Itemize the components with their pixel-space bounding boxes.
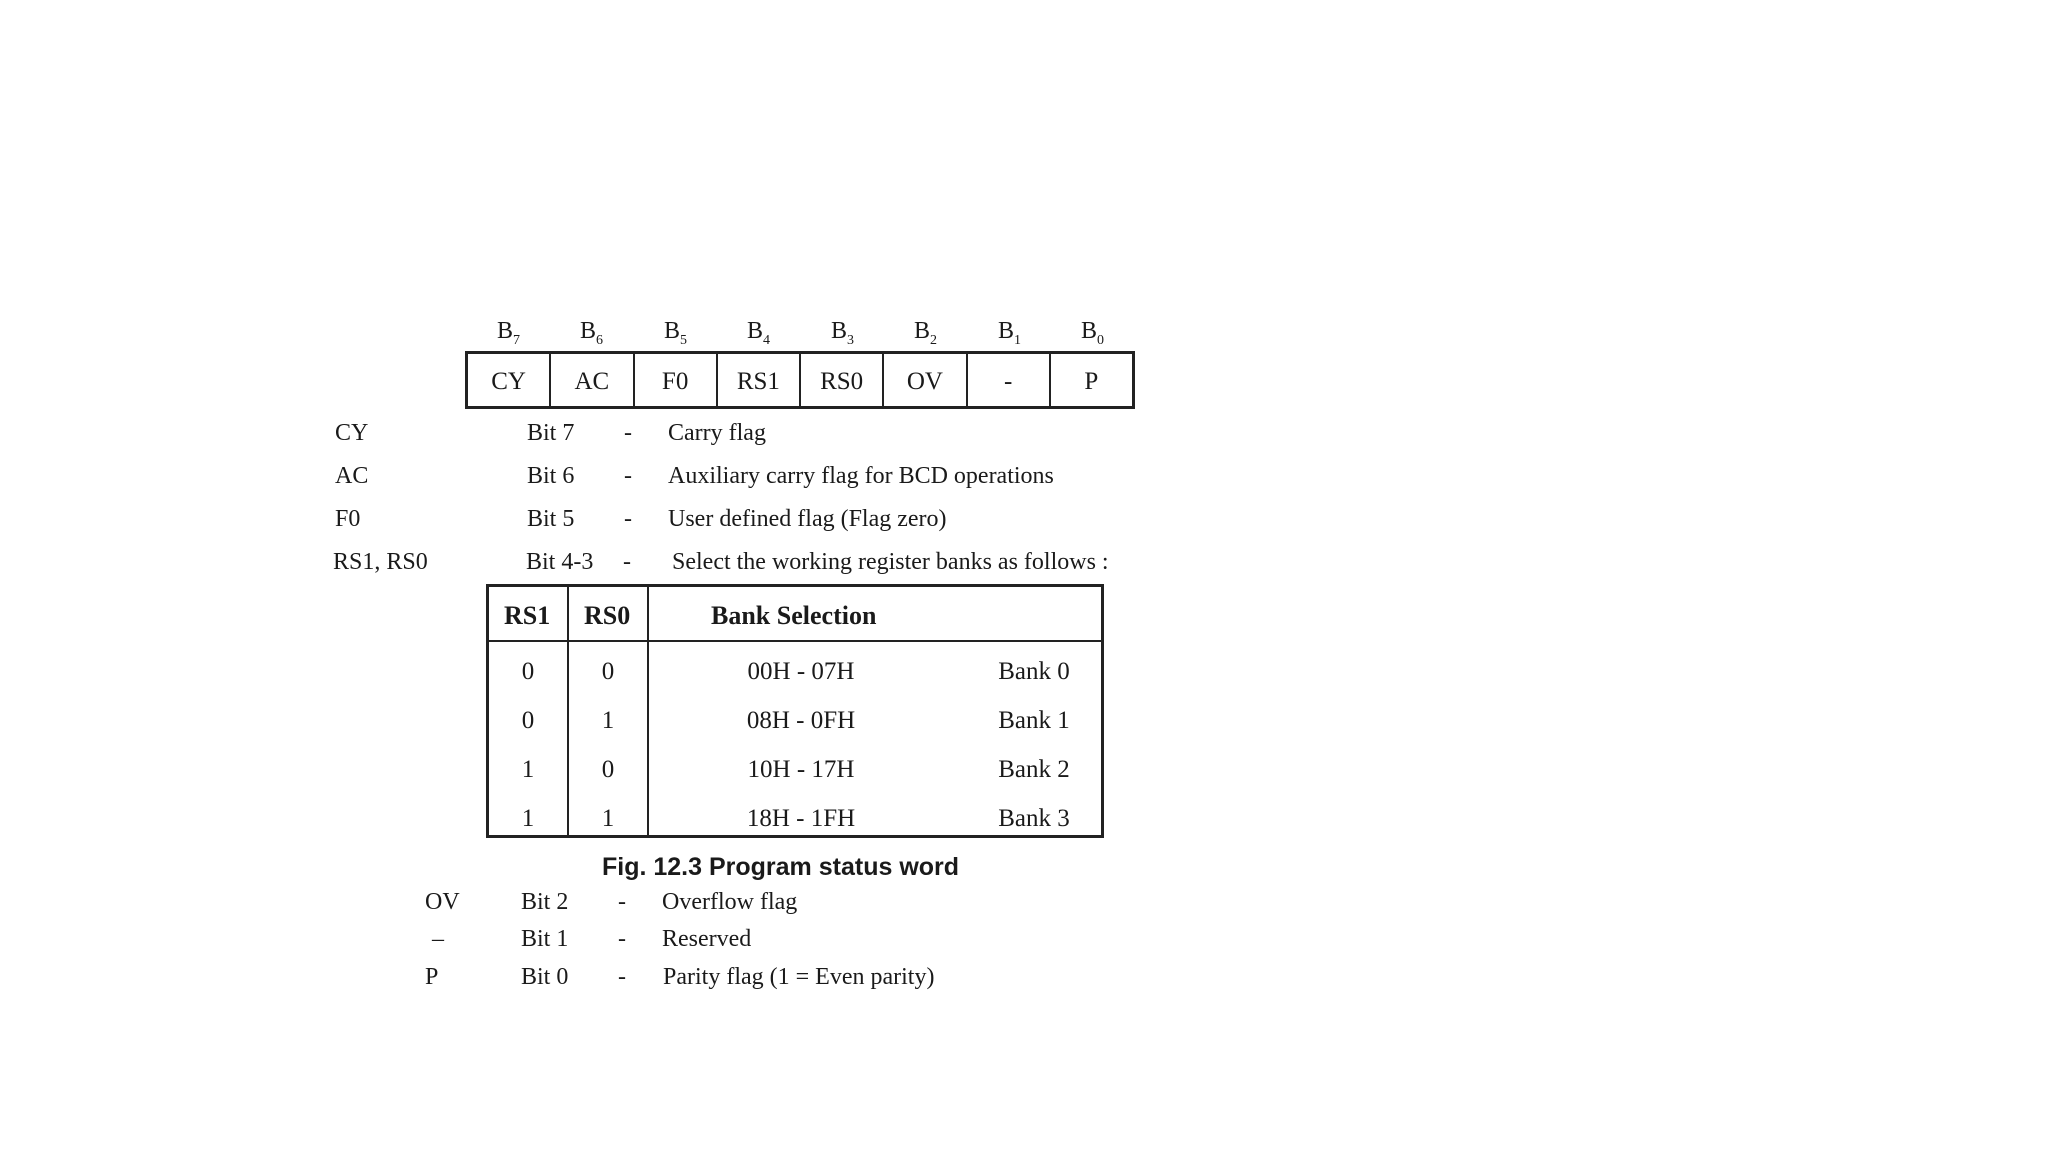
flag-desc: Auxiliary carry flag for BCD operations (668, 463, 1054, 489)
flag-dash: - (618, 926, 626, 952)
psw-cell-ac: AC (551, 354, 634, 406)
psw-cell-rs1: RS1 (718, 354, 801, 406)
bit-label-b0: $B_0$ (1080, 318, 1104, 348)
cell-rs1: 1 (521, 805, 535, 832)
table-header-divider (489, 640, 1101, 642)
cell-bank: Bank 2 (998, 756, 1070, 783)
bank-selection-table (486, 584, 1104, 838)
bit-label-b7: $B_7$ (496, 318, 520, 348)
cell-bank: Bank 1 (998, 707, 1070, 734)
flag-desc: Carry flag (668, 420, 766, 446)
flag-name: F0 (335, 506, 361, 532)
cell-rs1: 0 (521, 707, 535, 734)
bit-label-b3: $B_3$ (830, 318, 854, 348)
psw-cell-reserved: - (968, 354, 1051, 406)
cell-rs1: 1 (521, 756, 535, 783)
flag-name: CY (335, 420, 369, 446)
psw-cell-ov: OV (884, 354, 967, 406)
header-rs0: RS0 (584, 601, 631, 630)
cell-range: 10H - 17H (747, 756, 855, 783)
flag-dash: - (624, 420, 632, 446)
flag-dash: - (618, 889, 626, 915)
cell-rs1: 0 (521, 658, 535, 685)
flag-bit: Bit 6 (527, 463, 575, 489)
cell-range: 18H - 1FH (746, 805, 856, 832)
flag-desc: Reserved (662, 926, 752, 952)
bit-label-b4: $B_4$ (746, 318, 770, 348)
psw-register-box (465, 351, 1135, 409)
flag-name: – (432, 926, 444, 952)
flag-dash: - (624, 463, 632, 489)
header-rs1: RS1 (504, 601, 551, 630)
cell-range: 08H - 0FH (746, 707, 856, 734)
flag-desc: Overflow flag (662, 889, 798, 915)
cell-rs0: 0 (601, 658, 615, 685)
flag-desc: User defined flag (Flag zero) (668, 506, 947, 532)
psw-cell-cy: CY (468, 354, 551, 406)
flag-name: AC (335, 463, 369, 489)
psw-cell-p: P (1084, 368, 1099, 395)
cell-bank: Bank 0 (998, 658, 1070, 685)
header-bank-selection: Bank Selection (711, 601, 877, 630)
bit-label-b2: $B_2$ (913, 318, 937, 348)
bit-label-b6: $B_6$ (579, 318, 603, 348)
bit-label-b5: $B_5$ (663, 318, 687, 348)
bit-label-b1: $B_1$ (997, 318, 1021, 348)
cell-range: 00H - 07H (747, 658, 855, 685)
figure-caption: Fig. 12.3 Program status word (602, 853, 960, 881)
psw-cell-f0: F0 (635, 354, 718, 406)
flag-name: P (425, 964, 439, 990)
cell-rs0: 0 (601, 756, 615, 783)
flag-bit: Bit 4-3 (526, 549, 594, 575)
flag-bit: Bit 5 (527, 506, 575, 532)
flag-bit: Bit 0 (521, 964, 569, 990)
flag-desc: Select the working register banks as follows : (672, 549, 1109, 575)
cell-rs0: 1 (601, 805, 615, 832)
flag-dash: - (623, 549, 631, 575)
cell-bank: Bank 3 (998, 805, 1070, 832)
flag-dash: - (624, 506, 632, 532)
cell-rs0: 1 (601, 707, 615, 734)
flag-name: RS1, RS0 (333, 549, 428, 575)
flag-dash: - (618, 964, 626, 990)
psw-cell-rs0: RS0 (801, 354, 884, 406)
flag-name: OV (425, 889, 460, 915)
flag-desc: Parity flag (1 = Even parity) (663, 964, 935, 990)
flag-bit: Bit 2 (521, 889, 569, 915)
table-divider (647, 587, 649, 835)
flag-bit: Bit 7 (527, 420, 575, 446)
flag-bit: Bit 1 (521, 926, 569, 952)
